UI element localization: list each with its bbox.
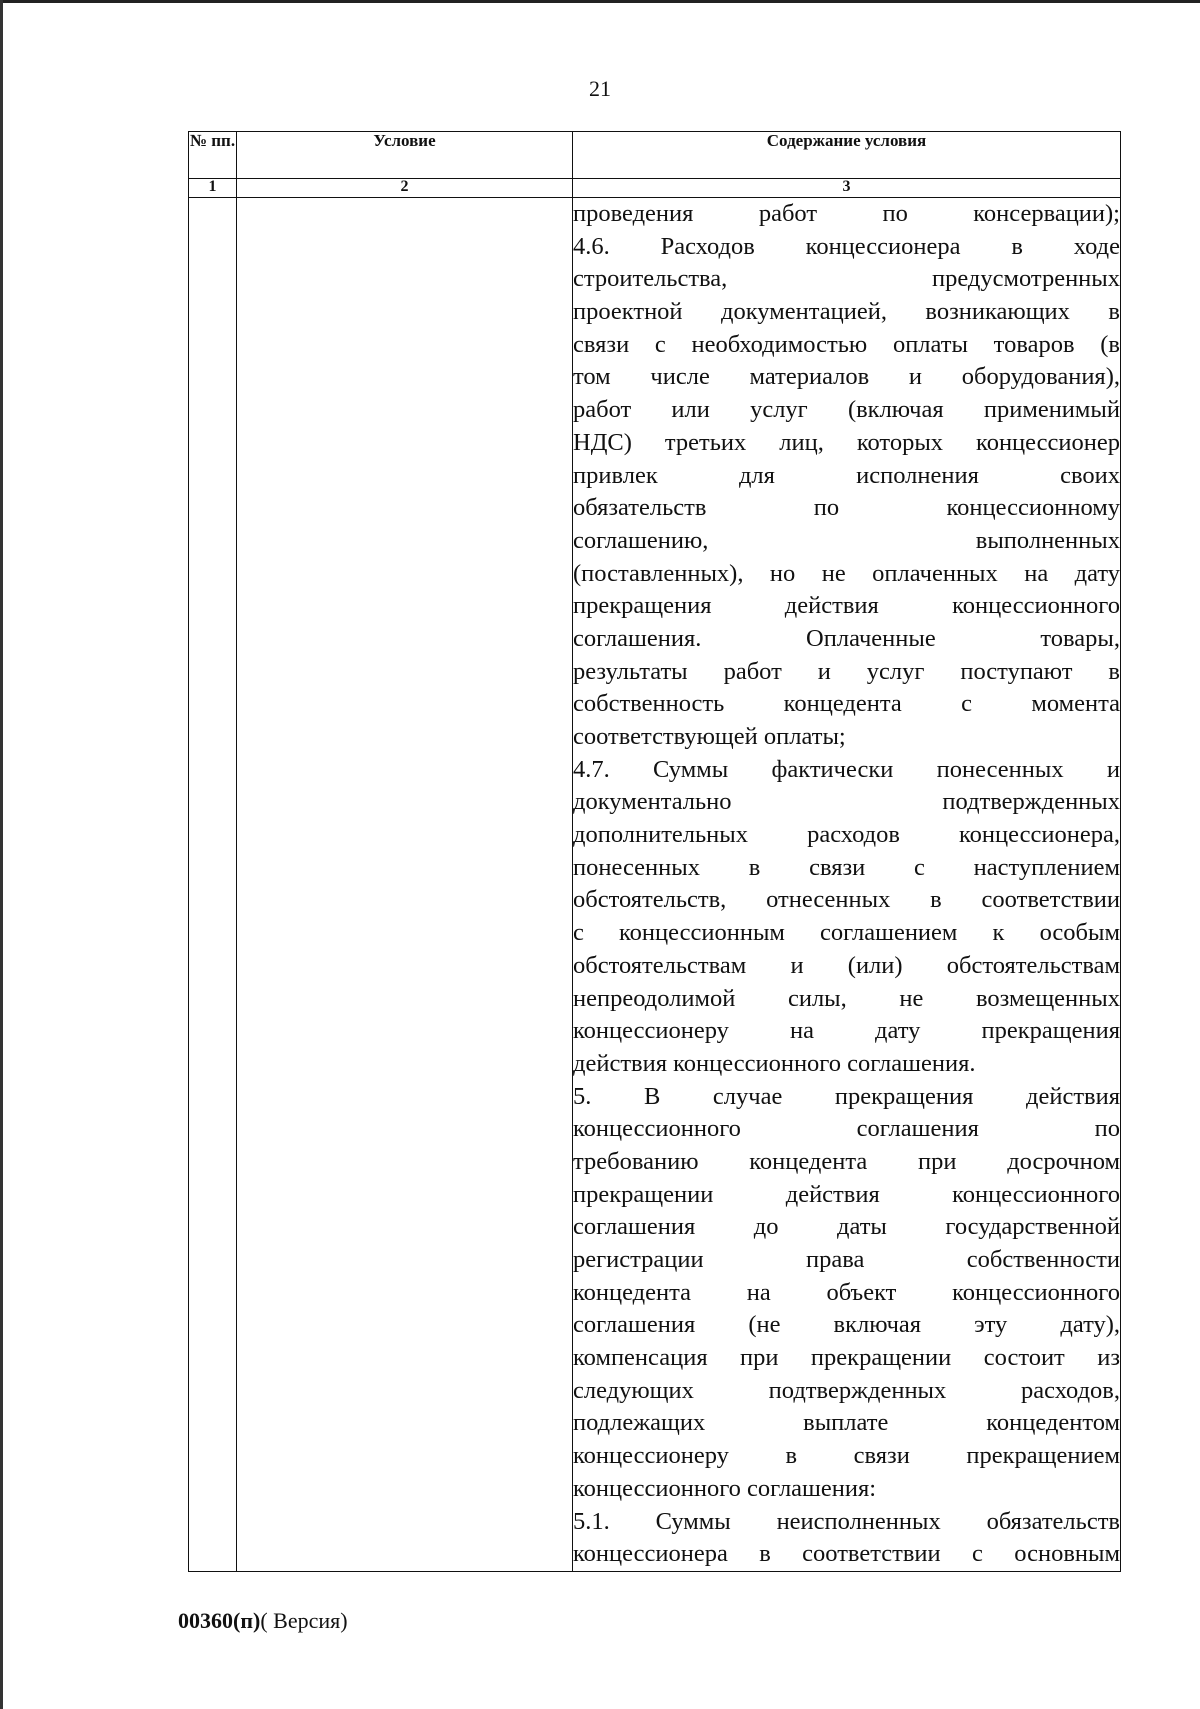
content-line: обстоятельств, отнесенных в соответствии bbox=[573, 886, 1120, 914]
content-line: соглашению, выполненных bbox=[573, 526, 1120, 554]
content-line: 5. В случае прекращения действия bbox=[573, 1082, 1120, 1110]
content-line: обязательств по концессионному bbox=[573, 494, 1120, 522]
row-condition-cell bbox=[237, 198, 573, 1572]
content-line: подлежащих выплате концедентом bbox=[573, 1409, 1120, 1437]
content-line: прекращения действия концессионного bbox=[573, 592, 1120, 620]
content-line: результаты работ и услуг поступают в bbox=[573, 657, 1120, 685]
content-line: соглашения. Оплаченные товары, bbox=[573, 624, 1120, 652]
content-line: дополнительных расходов концессионера, bbox=[573, 821, 1120, 849]
content-line: 4.6. Расходов концессионера в ходе bbox=[573, 232, 1120, 260]
content-line: концессионера в соответствии с основным bbox=[573, 1540, 1120, 1568]
content-line: концессионеру на дату прекращения bbox=[573, 1017, 1120, 1045]
content-line: обстоятельствам и (или) обстоятельствам bbox=[573, 951, 1120, 979]
content-line: концессионеру в связи прекращением bbox=[573, 1442, 1120, 1470]
row-content-cell bbox=[573, 198, 1121, 1572]
content-line: 4.7. Суммы фактически понесенных и bbox=[573, 755, 1120, 783]
content-line: документально подтвержденных bbox=[573, 788, 1120, 816]
content-line: понесенных в связи с наступлением bbox=[573, 853, 1120, 881]
scan-edge-left bbox=[0, 0, 3, 1709]
content-line: прекращении действия концессионного bbox=[573, 1180, 1120, 1208]
scan-edge-top bbox=[0, 0, 1200, 3]
content-line: с концессионным соглашением к особым bbox=[573, 919, 1120, 947]
content-line: проведения работ по консервации); bbox=[573, 200, 1120, 227]
content-line: собственность концедента с момента bbox=[573, 690, 1120, 718]
content-line: концессионного соглашения по bbox=[573, 1115, 1120, 1143]
header-condition-content: Содержание условия bbox=[573, 132, 1121, 179]
page-number: 21 bbox=[589, 76, 611, 101]
content-line: том числе материалов и оборудования), bbox=[573, 363, 1120, 391]
content-line: действия концессионного соглашения. bbox=[573, 1049, 976, 1077]
content-line: (поставленных), но не оплаченных на дату bbox=[573, 559, 1120, 587]
content-line: соглашения до даты государственной bbox=[573, 1213, 1120, 1241]
content-line: соответствующей оплаты; bbox=[573, 723, 846, 750]
table-header-row bbox=[189, 132, 1121, 179]
content-line: строительства, предусмотренных bbox=[573, 265, 1120, 293]
content-line: НДС) третьих лиц, которых концессионер bbox=[573, 428, 1120, 456]
content-line: непреодолимой силы, не возмещенных bbox=[573, 984, 1120, 1012]
content-line: следующих подтвержденных расходов, bbox=[573, 1376, 1120, 1404]
content-line: компенсация при прекращении состоит из bbox=[573, 1344, 1120, 1372]
content-line: регистрации права собственности bbox=[573, 1246, 1120, 1273]
content-line: работ или услуг (включая применимый bbox=[573, 396, 1120, 424]
content-line: концессионного соглашения: bbox=[573, 1474, 877, 1502]
content-line: требованию концедента при досрочном bbox=[573, 1147, 1120, 1175]
conditions-table bbox=[188, 131, 1121, 1572]
document-code bbox=[178, 1608, 348, 1634]
document-code-number: 00360(п) bbox=[178, 1608, 261, 1633]
row-number-cell bbox=[189, 198, 237, 1572]
content-line: 5.1. Суммы неисполненных обязательств bbox=[573, 1507, 1120, 1535]
table-row bbox=[189, 198, 1121, 1572]
content-line: проектной документацией, возникающих в bbox=[573, 298, 1120, 326]
header-condition: Условие bbox=[237, 132, 573, 179]
column-number-row bbox=[189, 179, 1121, 198]
column-number-1: 1 bbox=[189, 179, 237, 198]
content-line: привлек для исполнения своих bbox=[573, 461, 1120, 489]
content-line: соглашения (не включая эту дату), bbox=[573, 1311, 1120, 1339]
content-line: концедента на объект концессионного bbox=[573, 1278, 1120, 1306]
document-code-version: ( Версия) bbox=[260, 1608, 348, 1633]
header-number: № пп. bbox=[189, 132, 237, 179]
column-number-3: 3 bbox=[573, 179, 1121, 198]
column-number-2: 2 bbox=[237, 179, 573, 198]
content-line: связи с необходимостью оплаты товаров (в bbox=[573, 330, 1120, 358]
